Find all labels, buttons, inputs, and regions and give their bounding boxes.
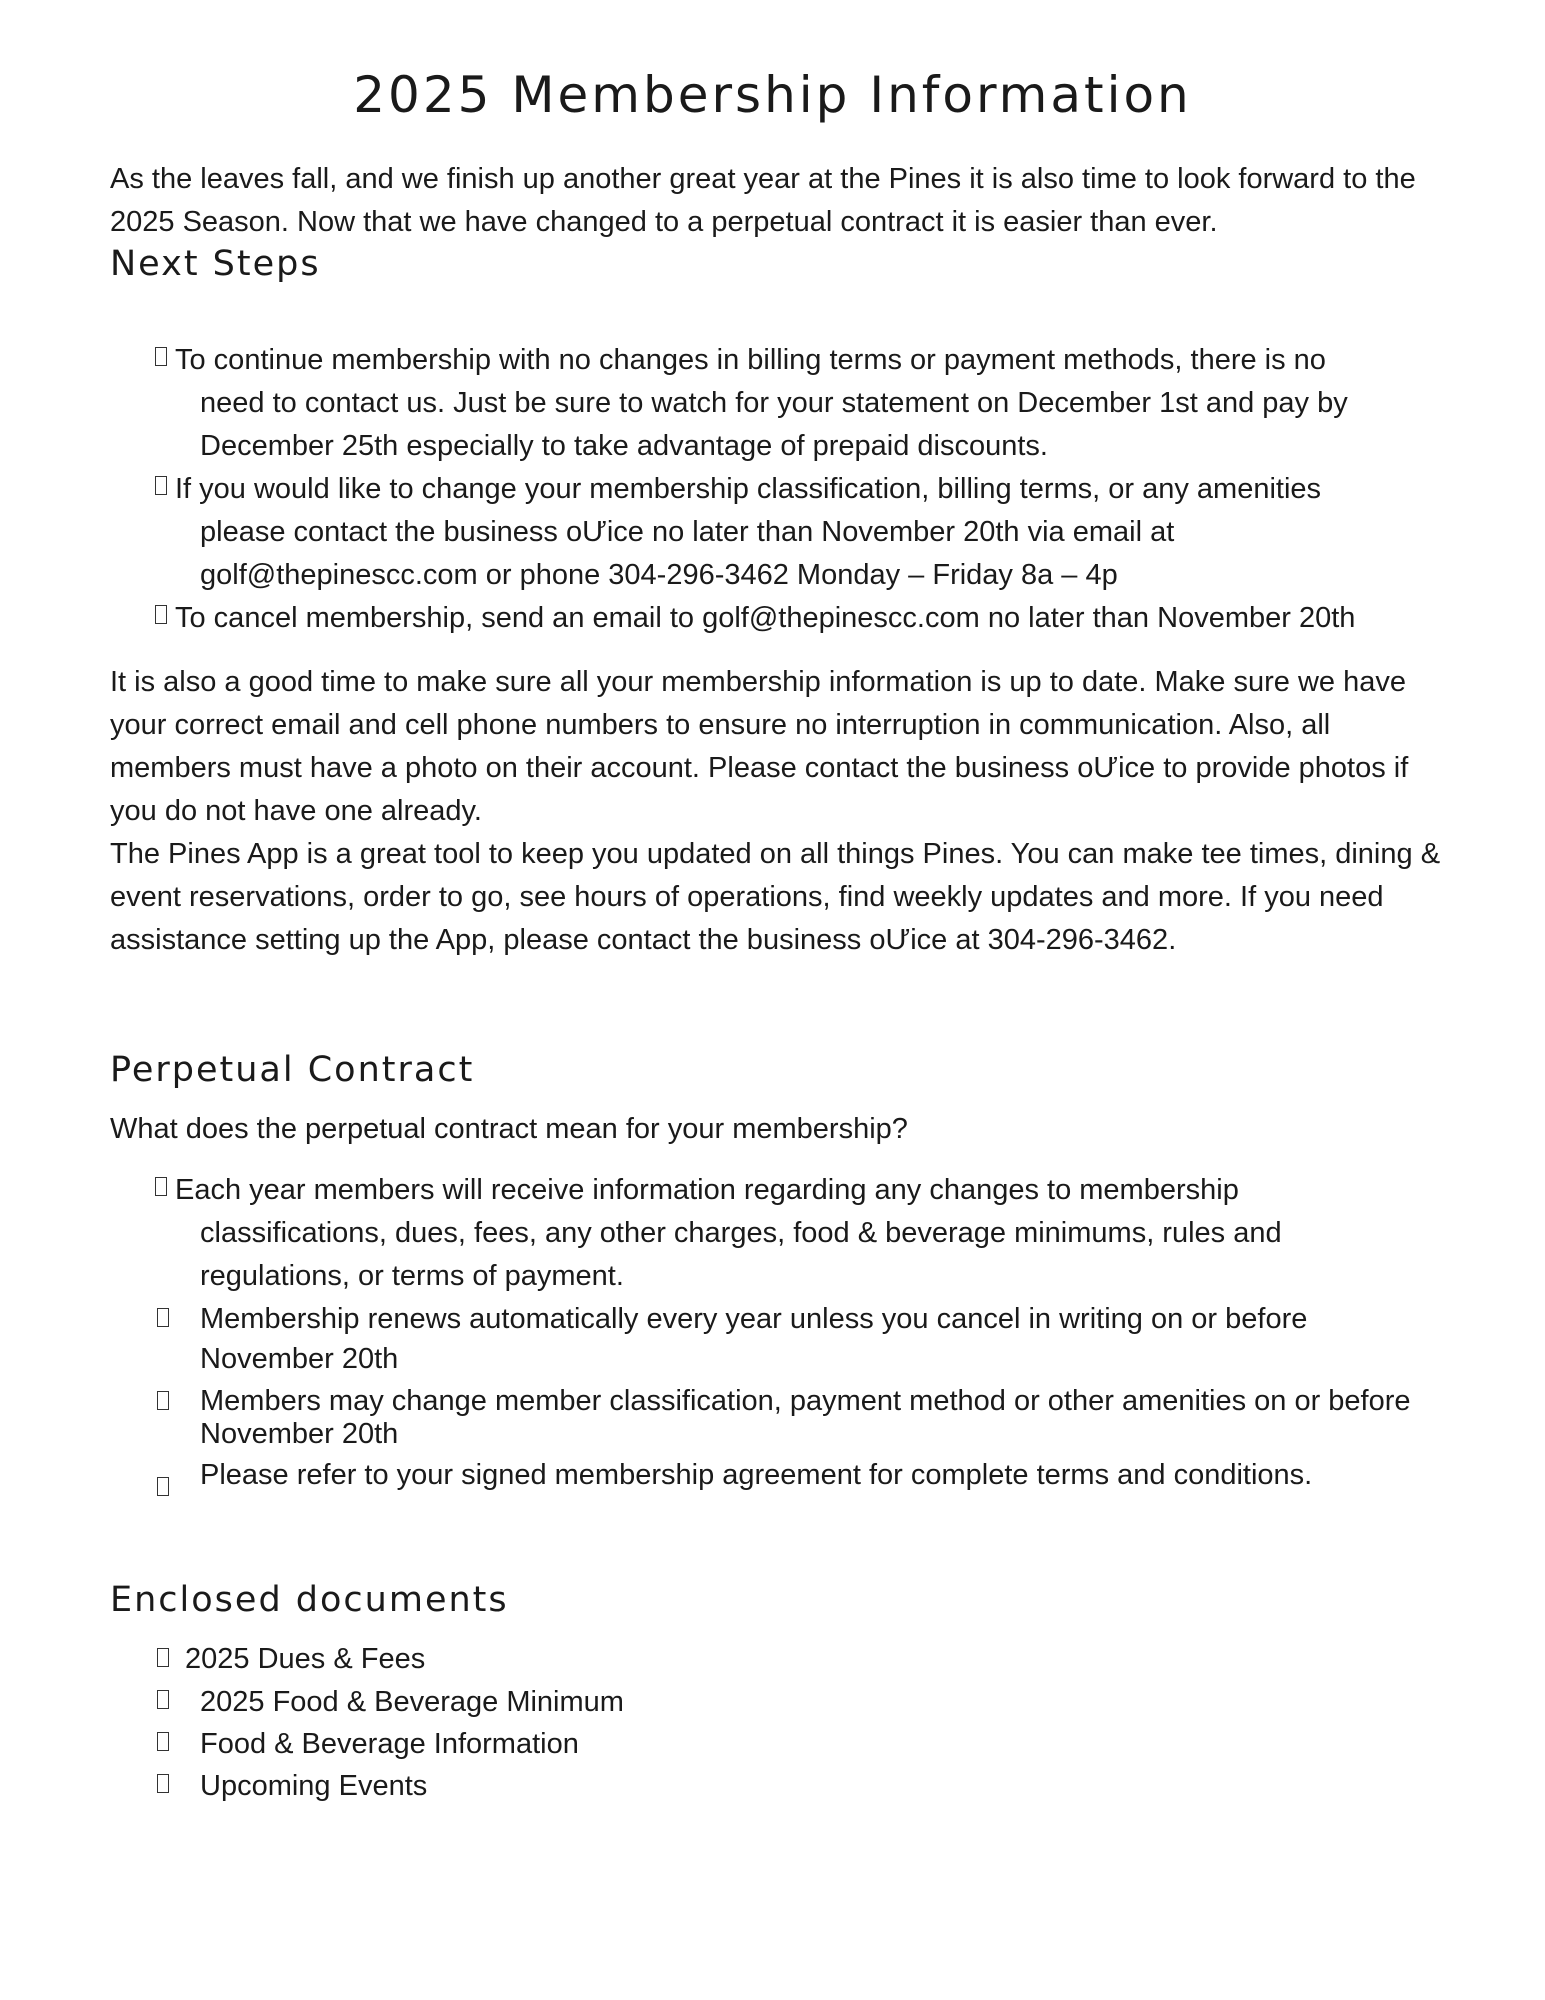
checkbox-icon xyxy=(155,347,167,366)
item-line: Membership renews automatically every year unless you cancel in writing on or before xyxy=(200,1303,1308,1335)
item-line: November 20th xyxy=(200,1343,399,1375)
checkbox-icon xyxy=(157,1308,169,1327)
item-line: Each year members will receive information regarding any changes to membership xyxy=(175,1174,1239,1206)
checkbox-icon xyxy=(157,1648,169,1667)
item-line: please contact the business oƯice no later than November 20th via email at xyxy=(200,516,1175,548)
enclosed-item-label: 2025 Food & Beverage Minimum xyxy=(200,1686,624,1718)
page-title: 2025 Membership Information xyxy=(353,66,1192,124)
item-line: November 20th xyxy=(200,1418,399,1450)
item-line: Please refer to your signed membership agreement for complete terms and conditions. xyxy=(200,1459,1313,1491)
app-paragraph: The Pines App is a great tool to keep you updated on all things Pines. You can make tee times, dining & event reservations, order to go, see hours of operations, find weekly updates and more. If you need assistance setting up the App, please contact the business oƯice at 304-296-3462. xyxy=(110,838,1441,956)
item-line: classifications, dues, fees, any other charges, food & beverage minimums, rules and xyxy=(200,1217,1282,1249)
enclosed-item-label: 2025 Dues & Fees xyxy=(185,1643,426,1675)
info-paragraph: It is also a good time to make sure all your membership information is up to date. Make sure we have your correct email and cell phone numbers to ensure no interruption in communication. Also, all members must have a photo on their account. Please contact the business oƯice to provide photos if you do not have one already. xyxy=(110,666,1409,827)
enclosed-item-label: Upcoming Events xyxy=(200,1770,428,1802)
perpetual-contract-heading: Perpetual Contract xyxy=(110,1050,475,1090)
item-line: If you would like to change your membership classification, billing terms, or any amenities xyxy=(175,473,1322,505)
item-line: regulations, or terms of payment. xyxy=(200,1260,624,1292)
next-steps-heading: Next Steps xyxy=(110,244,321,284)
checkbox-icon xyxy=(155,605,167,624)
perpetual-question: What does the perpetual contract mean for your membership? xyxy=(110,1113,908,1145)
item-line: December 25th especially to take advantage of prepaid discounts. xyxy=(200,430,1048,462)
item-line: golf@thepinescc.com or phone 304-296-3462 Monday – Friday 8a – 4p xyxy=(200,559,1118,591)
checkbox-icon xyxy=(157,1690,169,1709)
checkbox-icon xyxy=(157,1477,169,1496)
enclosed-documents-heading: Enclosed documents xyxy=(110,1580,509,1620)
checkbox-icon xyxy=(157,1391,169,1410)
item-line: To cancel membership, send an email to golf@thepinescc.com no later than November 20th xyxy=(175,602,1356,634)
checkbox-icon xyxy=(157,1732,169,1751)
checkbox-icon xyxy=(155,476,167,495)
checkbox-icon xyxy=(157,1774,169,1793)
checkbox-icon xyxy=(155,1177,167,1196)
item-line: need to contact us. Just be sure to watch for your statement on December 1st and pay by xyxy=(200,387,1348,419)
item-line: Members may change member classification, payment method or other amenities on or before xyxy=(200,1385,1411,1417)
enclosed-item-label: Food & Beverage Information xyxy=(200,1728,579,1760)
intro-paragraph: As the leaves fall, and we finish up another great year at the Pines it is also time to look forward to the 2025 Season. Now that we have changed to a perpetual contract it is easier than ever. xyxy=(110,163,1416,238)
item-line: To continue membership with no changes in billing terms or payment methods, there is no xyxy=(175,344,1326,376)
